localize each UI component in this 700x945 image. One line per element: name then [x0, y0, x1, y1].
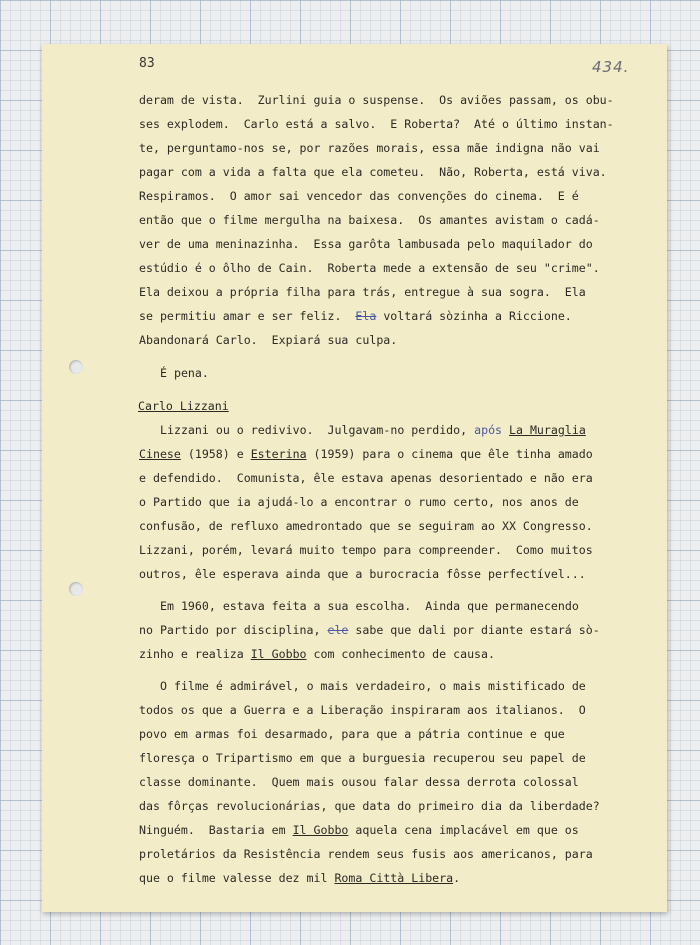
text-line: proletários da Resistência rendem seus fusis aos americanos, para	[139, 847, 593, 861]
text-line: então que o filme mergulha na baixesa. Os amantes avistam o cadá-	[139, 213, 600, 227]
text-line: confusão, de refluxo amedrontado que se seguiram ao XX Congresso.	[139, 519, 593, 533]
text-line: O filme é admirável, o mais verdadeiro, o mais mistificado de	[160, 679, 586, 693]
text-line: Cinese (1958) e Esterina (1959) para o cinema que êle tinha amado	[139, 447, 593, 461]
text-line: Em 1960, estava feita a sua escolha. Ainda que permanecendo	[160, 599, 579, 613]
film-title: Roma Città Libera	[334, 871, 454, 885]
text-line: o Partido que ia ajudá-lo a encontrar o rumo certo, nos anos de	[139, 495, 579, 509]
text-line: classe dominante. Quem mais ousou falar dessa derrota colossal	[139, 775, 579, 789]
text-line: todos os que a Guerra e a Liberação inspiraram aos italianos. O	[139, 703, 586, 717]
text-line: É pena.	[160, 366, 209, 380]
film-title: Cinese	[139, 447, 181, 461]
text-line: das fôrças revolucionárias, que data do primeiro dia da liberdade?	[139, 799, 600, 813]
film-title: La Muraglia	[509, 423, 586, 437]
film-title: Il Gobbo	[292, 823, 349, 837]
text-line: e defendido. Comunista, êle estava apenas desorientado e não era	[139, 471, 593, 485]
text-line: se permitiu amar e ser feliz. Ela voltará sòzinha a Riccione.	[139, 309, 572, 323]
struck-word: Ela	[355, 309, 377, 323]
text-line: Abandonará Carlo. Expiará sua culpa.	[139, 333, 398, 347]
text-line: ses explodem. Carlo está a salvo. E Roberta? Até o último instan-	[139, 117, 614, 131]
page-number: 83	[139, 56, 155, 71]
text-line: Ninguém. Bastaria em Il Gobbo aquela cena implacável em que os	[139, 823, 579, 837]
struck-word: ele	[327, 623, 349, 637]
section-heading: Carlo Lizzani	[138, 399, 229, 413]
text-line: pagar com a vida a falta que ela cometeu. Não, Roberta, está viva.	[139, 165, 607, 179]
punch-hole	[69, 360, 83, 374]
text-line: Lizzani ou o redivivo. Julgavam-no perdido, após La Muraglia	[160, 423, 586, 437]
text-line: Respiramos. O amor sai vencedor das convenções do cinema. E é	[139, 189, 579, 203]
film-title: Il Gobbo	[250, 647, 307, 661]
text-line: zinho e realiza Il Gobbo com conhecimento de causa.	[139, 647, 495, 661]
text-line: no Partido por disciplina, ele sabe que dali por diante estará sò-	[139, 623, 600, 637]
punch-hole	[69, 582, 83, 596]
text-line: Lizzani, porém, levará muito tempo para compreender. Como muitos	[139, 543, 593, 557]
handwritten-insertion: após	[474, 423, 503, 437]
text-line: deram de vista. Zurlini guia o suspense. Os aviões passam, os obu-	[139, 93, 614, 107]
typed-page	[42, 44, 667, 912]
text-line: povo em armas foi desarmado, para que a pátria continue e que	[139, 727, 565, 741]
text-line: estúdio é o ôlho de Cain. Roberta mede a extensão de seu "crime".	[139, 261, 600, 275]
text-line: Ela deixou a própria filha para trás, entregue à sua sogra. Ela	[139, 285, 586, 299]
text-line: outros, êle esperava ainda que a burocracia fôsse perfectível...	[139, 567, 586, 581]
text-line: que o filme valesse dez mil Roma Città Libera.	[139, 871, 461, 885]
text-line: te, perguntamo-nos se, por razões morais, essa mãe indigna não vai	[139, 141, 600, 155]
handwritten-page-code: 434.	[592, 58, 630, 76]
film-title: Esterina	[250, 447, 307, 461]
text-line: floresça o Tripartismo em que a burguesia recuperou seu papel de	[139, 751, 586, 765]
text-line: ver de uma meninazinha. Essa garôta lambusada pelo maquilador do	[139, 237, 593, 251]
